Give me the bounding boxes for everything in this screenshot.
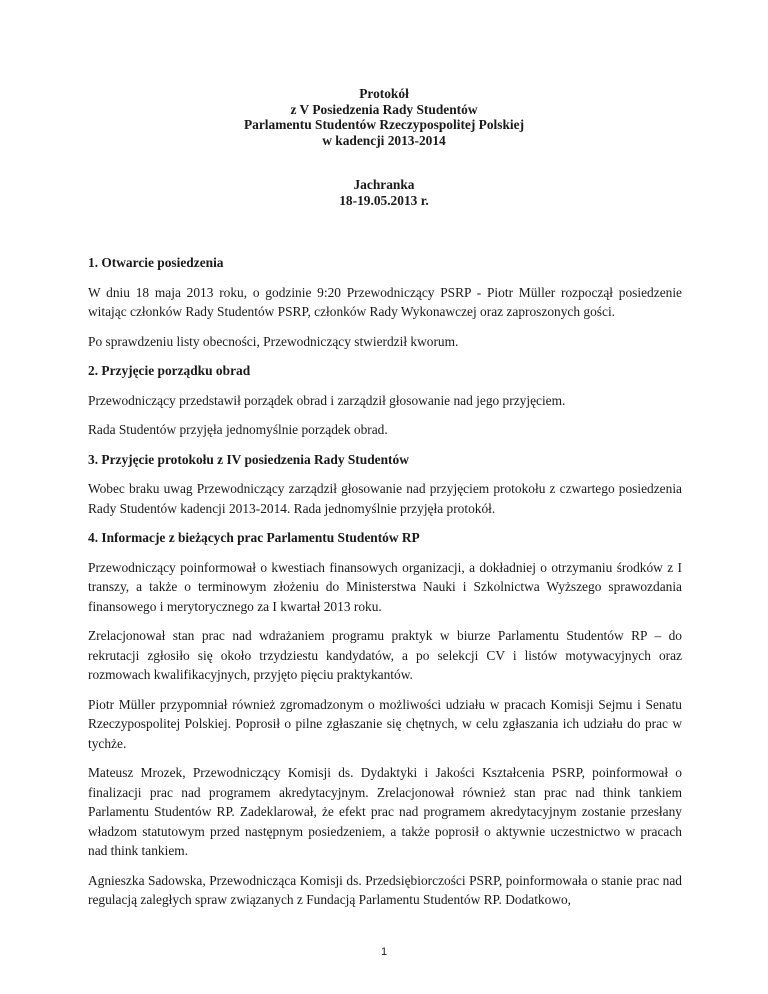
title-line: z V Posiedzenia Rady Studentów	[290, 101, 478, 117]
paragraph: Zrelacjonował stan prac nad wdrażaniem programu praktyk w biurze Parlamentu Studentów RP – do rekrutacji zgłosiło się około trzydziestu kandydatów, a po selekcji CV i listów motywacyjnych oraz rozmowach kwalifikacyjnych, przyjęto pięciu praktykantów.	[88, 628, 682, 682]
section-heading: 4. Informacje z bieżących prac Parlamentu Studentów RP	[88, 530, 420, 545]
section-heading: 3. Przyjęcie protokołu z IV posiedzenia Rady Studentów	[88, 451, 409, 467]
paragraph: Przewodniczący przedstawił porządek obrad i zarządził głosowanie nad jego przyjęciem.	[88, 392, 566, 408]
section-heading: 2. Przyjęcie porządku obrad	[88, 363, 251, 378]
title-line: Protokół	[359, 86, 409, 101]
paragraph: Przewodniczący poinformował o kwestiach finansowych organizacji, a dokładniej o otrzymaniu środków z I transzy, a także o terminowym złożeniu do Ministerstwa Nauki i Szkolnictwa Wyższego sprawozdania finansowego i merytorycznego za I kwartał 2013 roku.	[88, 559, 682, 614]
paragraph: Wobec braku uwag Przewodniczący zarządził głosowanie nad przyjęciem protokołu z czwartego posiedzenia Rady Studentów kadencji 2013-2014. Rada jednomyślnie przyjęła protokół.	[88, 481, 682, 516]
paragraph: Mateusz Mrozek, Przewodniczący Komisji ds. Dydaktyki i Jakości Kształcenia PSRP, poinformował o finalizacji prac nad programem akredytacyjnym. Zrelacjonował również stan prac nad think tankiem Parlamentu Studentów RP. Zadeklarował, że efekt prac nad programem akredytacyjnym zostanie przesłany władzom statutowym przed następnym posiedzeniem, a także poprosił o aktywnie uczestnictwo w pracach nad think tankiem.	[88, 765, 682, 858]
date: 18-19.05.2013 r.	[339, 192, 429, 208]
document-body	[88, 253, 682, 920]
paragraph: Rada Studentów przyjęła jednomyślnie porządek obrad.	[88, 422, 388, 437]
place: Jachranka	[353, 177, 415, 192]
paragraph: Agnieszka Sadowska, Przewodnicząca Komisji ds. Przedsiębiorczości PSRP, poinformowała o stanie prac nad regulacją zaległych spraw związanych z Fundacją Parlamentu Studentów RP. Dodatkowo,	[88, 872, 682, 907]
paragraph: W dniu 18 maja 2013 roku, o godzinie 9:20 Przewodniczący PSRP - Piotr Müller rozpoczął posiedzenie witając członków Rady Studentów PSRP, członków Rady Wykonawczej oraz zaproszonych gości.	[88, 284, 682, 319]
title-line: Parlamentu Studentów Rzeczypospolitej Polskiej	[243, 117, 525, 132]
place-date-block	[0, 177, 768, 208]
title-line: w kadencji 2013-2014	[322, 132, 446, 148]
section-heading: 1. Otwarcie posiedzenia	[88, 255, 224, 270]
document-title	[0, 86, 768, 148]
paragraph: Piotr Müller przypomniał również zgromadzonym o możliwości udziału w pracach Komisji Sejmu i Senatu Rzeczypospolitej Polskiej. Poprosił o pilne zgłaszanie się chętnych, w celu zgłaszania ich udziału do prac w tychże.	[88, 696, 682, 751]
page-number: 1	[380, 946, 388, 958]
paragraph: Po sprawdzeniu listy obecności, Przewodniczący stwierdził kworum.	[88, 333, 459, 349]
